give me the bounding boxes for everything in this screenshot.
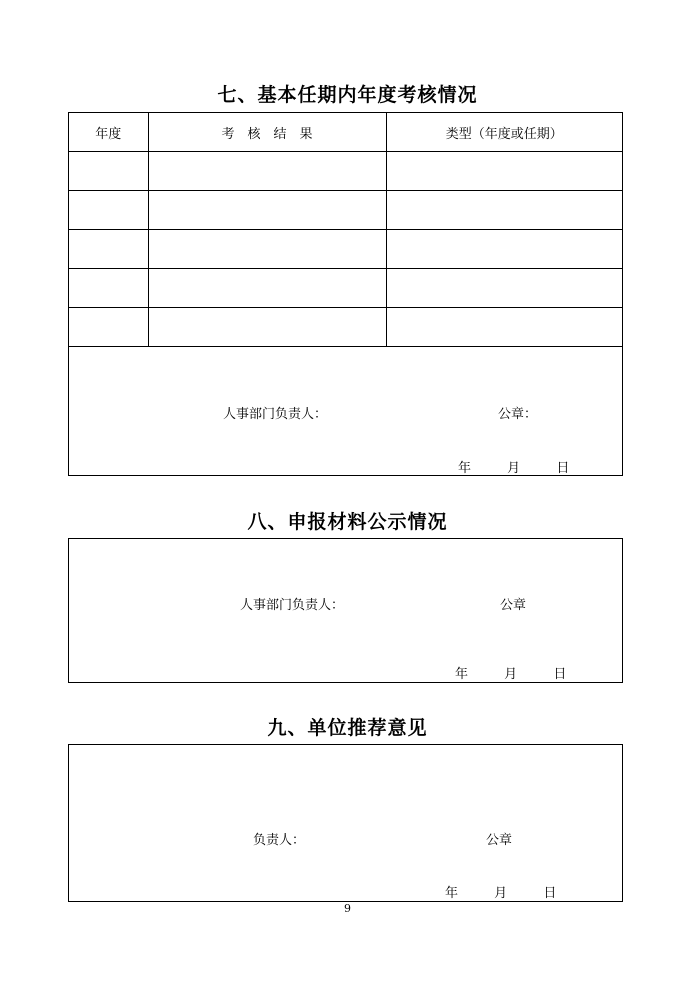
cell-year[interactable] — [69, 191, 148, 230]
table-row — [69, 308, 622, 347]
page-number: 9 — [344, 902, 351, 915]
section-7-signer-label: 人事部门负责人： — [223, 407, 328, 422]
cell-year[interactable] — [69, 269, 148, 308]
section-9-signer-label: 负责人： — [253, 833, 306, 848]
header-year: 年度 — [69, 113, 148, 152]
table-header-row — [69, 113, 622, 152]
cell-type[interactable] — [386, 308, 622, 347]
cell-result[interactable] — [148, 269, 386, 308]
section-9-date — [445, 882, 556, 901]
annual-assessment-table — [69, 113, 622, 347]
cell-result[interactable] — [148, 230, 386, 269]
cell-result[interactable] — [148, 191, 386, 230]
annual-assessment-table-box — [68, 112, 623, 476]
cell-type[interactable] — [386, 191, 622, 230]
recommendation-box — [68, 744, 623, 902]
section-9-title: 九、单位推荐意见 — [267, 717, 428, 739]
date-year-label: 年 — [445, 886, 459, 901]
date-day-label: 日 — [543, 886, 557, 901]
table-row — [69, 269, 622, 308]
table-row — [69, 191, 622, 230]
section-7-seal-label: 公章： — [498, 407, 538, 422]
date-month-label: 月 — [494, 886, 508, 901]
table-row — [69, 152, 622, 191]
date-year-label: 年 — [455, 667, 469, 682]
header-type: 类型（年度或任期） — [386, 113, 622, 152]
cell-result[interactable] — [148, 152, 386, 191]
cell-type[interactable] — [386, 230, 622, 269]
publicity-box — [68, 538, 623, 683]
cell-year[interactable] — [69, 152, 148, 191]
table-row — [69, 230, 622, 269]
cell-type[interactable] — [386, 152, 622, 191]
date-day-label: 日 — [556, 461, 570, 476]
date-month-label: 月 — [507, 461, 521, 476]
header-result: 考 核 结 果 — [148, 113, 386, 152]
section-8-seal-label: 公章 — [500, 598, 527, 613]
date-day-label: 日 — [553, 667, 567, 682]
cell-type[interactable] — [386, 269, 622, 308]
section-8-date — [455, 663, 566, 682]
section-7-title: 七、基本任期内年度考核情况 — [217, 84, 478, 106]
date-year-label: 年 — [458, 461, 472, 476]
date-month-label: 月 — [504, 667, 518, 682]
section-8-signer-label: 人事部门负责人： — [240, 598, 345, 613]
cell-result[interactable] — [148, 308, 386, 347]
cell-year[interactable] — [69, 308, 148, 347]
cell-year[interactable] — [69, 230, 148, 269]
section-7-date — [458, 457, 569, 476]
section-8-title: 八、申报材料公示情况 — [247, 511, 448, 533]
section-9-seal-label: 公章 — [486, 833, 513, 848]
